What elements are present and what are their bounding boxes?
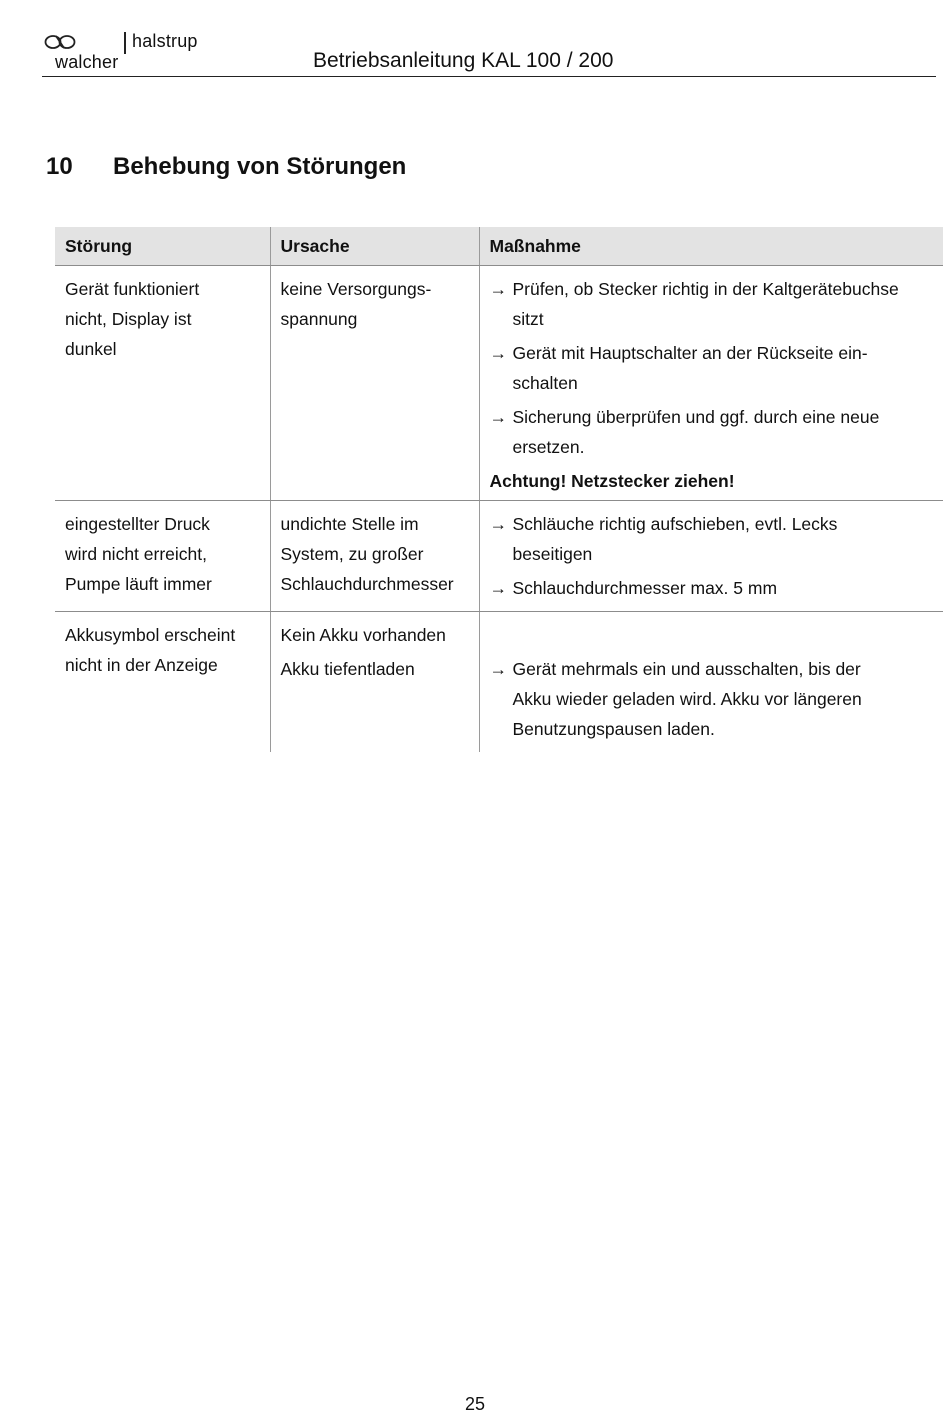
logo-text-top: halstrup (132, 31, 198, 51)
measure-item (490, 402, 934, 462)
arrow-right-icon: → (489, 514, 507, 534)
measure-text: sitzt (512, 309, 544, 329)
cell-massnahme (479, 266, 943, 501)
cell-text: System, zu großer (280, 544, 424, 564)
column-header-stoerung: Störung (55, 227, 270, 266)
arrow-right-icon: → (489, 343, 507, 363)
table-row (55, 266, 943, 501)
cell-ursache (270, 612, 479, 753)
troubleshooting-table (55, 227, 943, 752)
measure-text: Akku wieder geladen wird. Akku vor längeren (512, 689, 862, 709)
table-header-row (55, 227, 943, 266)
measure-text: Schlauchdurchmesser max. 5 mm (512, 578, 778, 598)
column-header-ursache: Ursache (270, 227, 479, 266)
cell-ursache (270, 266, 479, 501)
measure-item (490, 573, 934, 603)
cell-text: keine Versorgungs- (280, 279, 432, 299)
measure-text: Gerät mehrmals ein und ausschalten, bis der (512, 659, 861, 679)
measure-text: Schläuche richtig aufschieben, evtl. Lecks (512, 514, 838, 534)
column-header-massnahme: Maßnahme (479, 227, 943, 266)
cell-text: eingestellter Druck (65, 514, 210, 534)
measure-text: schalten (512, 373, 578, 393)
cell-text: Kein Akku vorhanden (280, 625, 446, 645)
page-number: 25 (464, 1394, 486, 1414)
table-row (55, 612, 943, 753)
measure-text: Benutzungspausen laden. (512, 719, 715, 739)
cell-text: nicht, Display ist (65, 309, 192, 329)
arrow-right-icon: → (489, 578, 507, 598)
cell-text: undichte Stelle im (280, 514, 419, 534)
logo-divider (124, 32, 126, 54)
arrow-right-icon: → (489, 659, 507, 679)
cell-text: Akkusymbol erscheint (65, 625, 236, 645)
arrow-right-icon: → (489, 279, 507, 299)
cell-text: dunkel (65, 339, 117, 359)
cell-text: nicht in der Anzeige (65, 655, 218, 675)
cell-massnahme (479, 501, 943, 612)
cell-text: spannung (280, 309, 358, 329)
cell-text: wird nicht erreicht, (65, 544, 207, 564)
measure-text: Sicherung überprüfen und ggf. durch eine neue (512, 407, 880, 427)
cell-text: Akku tiefentladen (280, 659, 415, 679)
cell-text: Gerät funktioniert (65, 279, 200, 299)
logo-text-bottom: walcher (55, 52, 119, 72)
document-title: Betriebsanleitung KAL 100 / 200 (313, 49, 614, 72)
logo-mark-icon (44, 33, 76, 51)
measure-item (490, 274, 934, 334)
cell-text: Pumpe läuft immer (65, 574, 212, 594)
warning-text: Achtung! Netzstecker ziehen! (489, 471, 735, 491)
measure-item (490, 509, 934, 569)
section-heading (46, 152, 406, 182)
cell-text: Schlauchdurchmesser (280, 574, 454, 594)
cell-stoerung (55, 612, 270, 753)
arrow-right-icon: → (489, 407, 507, 427)
page-header (0, 0, 950, 80)
measure-text: Gerät mit Hauptschalter an der Rückseite ein- (512, 343, 868, 363)
cell-stoerung (55, 501, 270, 612)
measure-text: ersetzen. (512, 437, 585, 457)
table-row (55, 501, 943, 612)
measure-item (490, 654, 934, 744)
measure-item (490, 338, 934, 398)
cell-massnahme (479, 612, 943, 753)
measure-text: beseitigen (512, 544, 593, 564)
company-logo (44, 30, 198, 74)
measure-text: Prüfen, ob Stecker richtig in der Kaltgerätebuchse (512, 279, 899, 299)
cell-ursache (270, 501, 479, 612)
cell-stoerung (55, 266, 270, 501)
section-title: Behebung von Störungen (113, 153, 407, 180)
header-divider (42, 76, 936, 77)
section-number: 10 (46, 153, 73, 180)
